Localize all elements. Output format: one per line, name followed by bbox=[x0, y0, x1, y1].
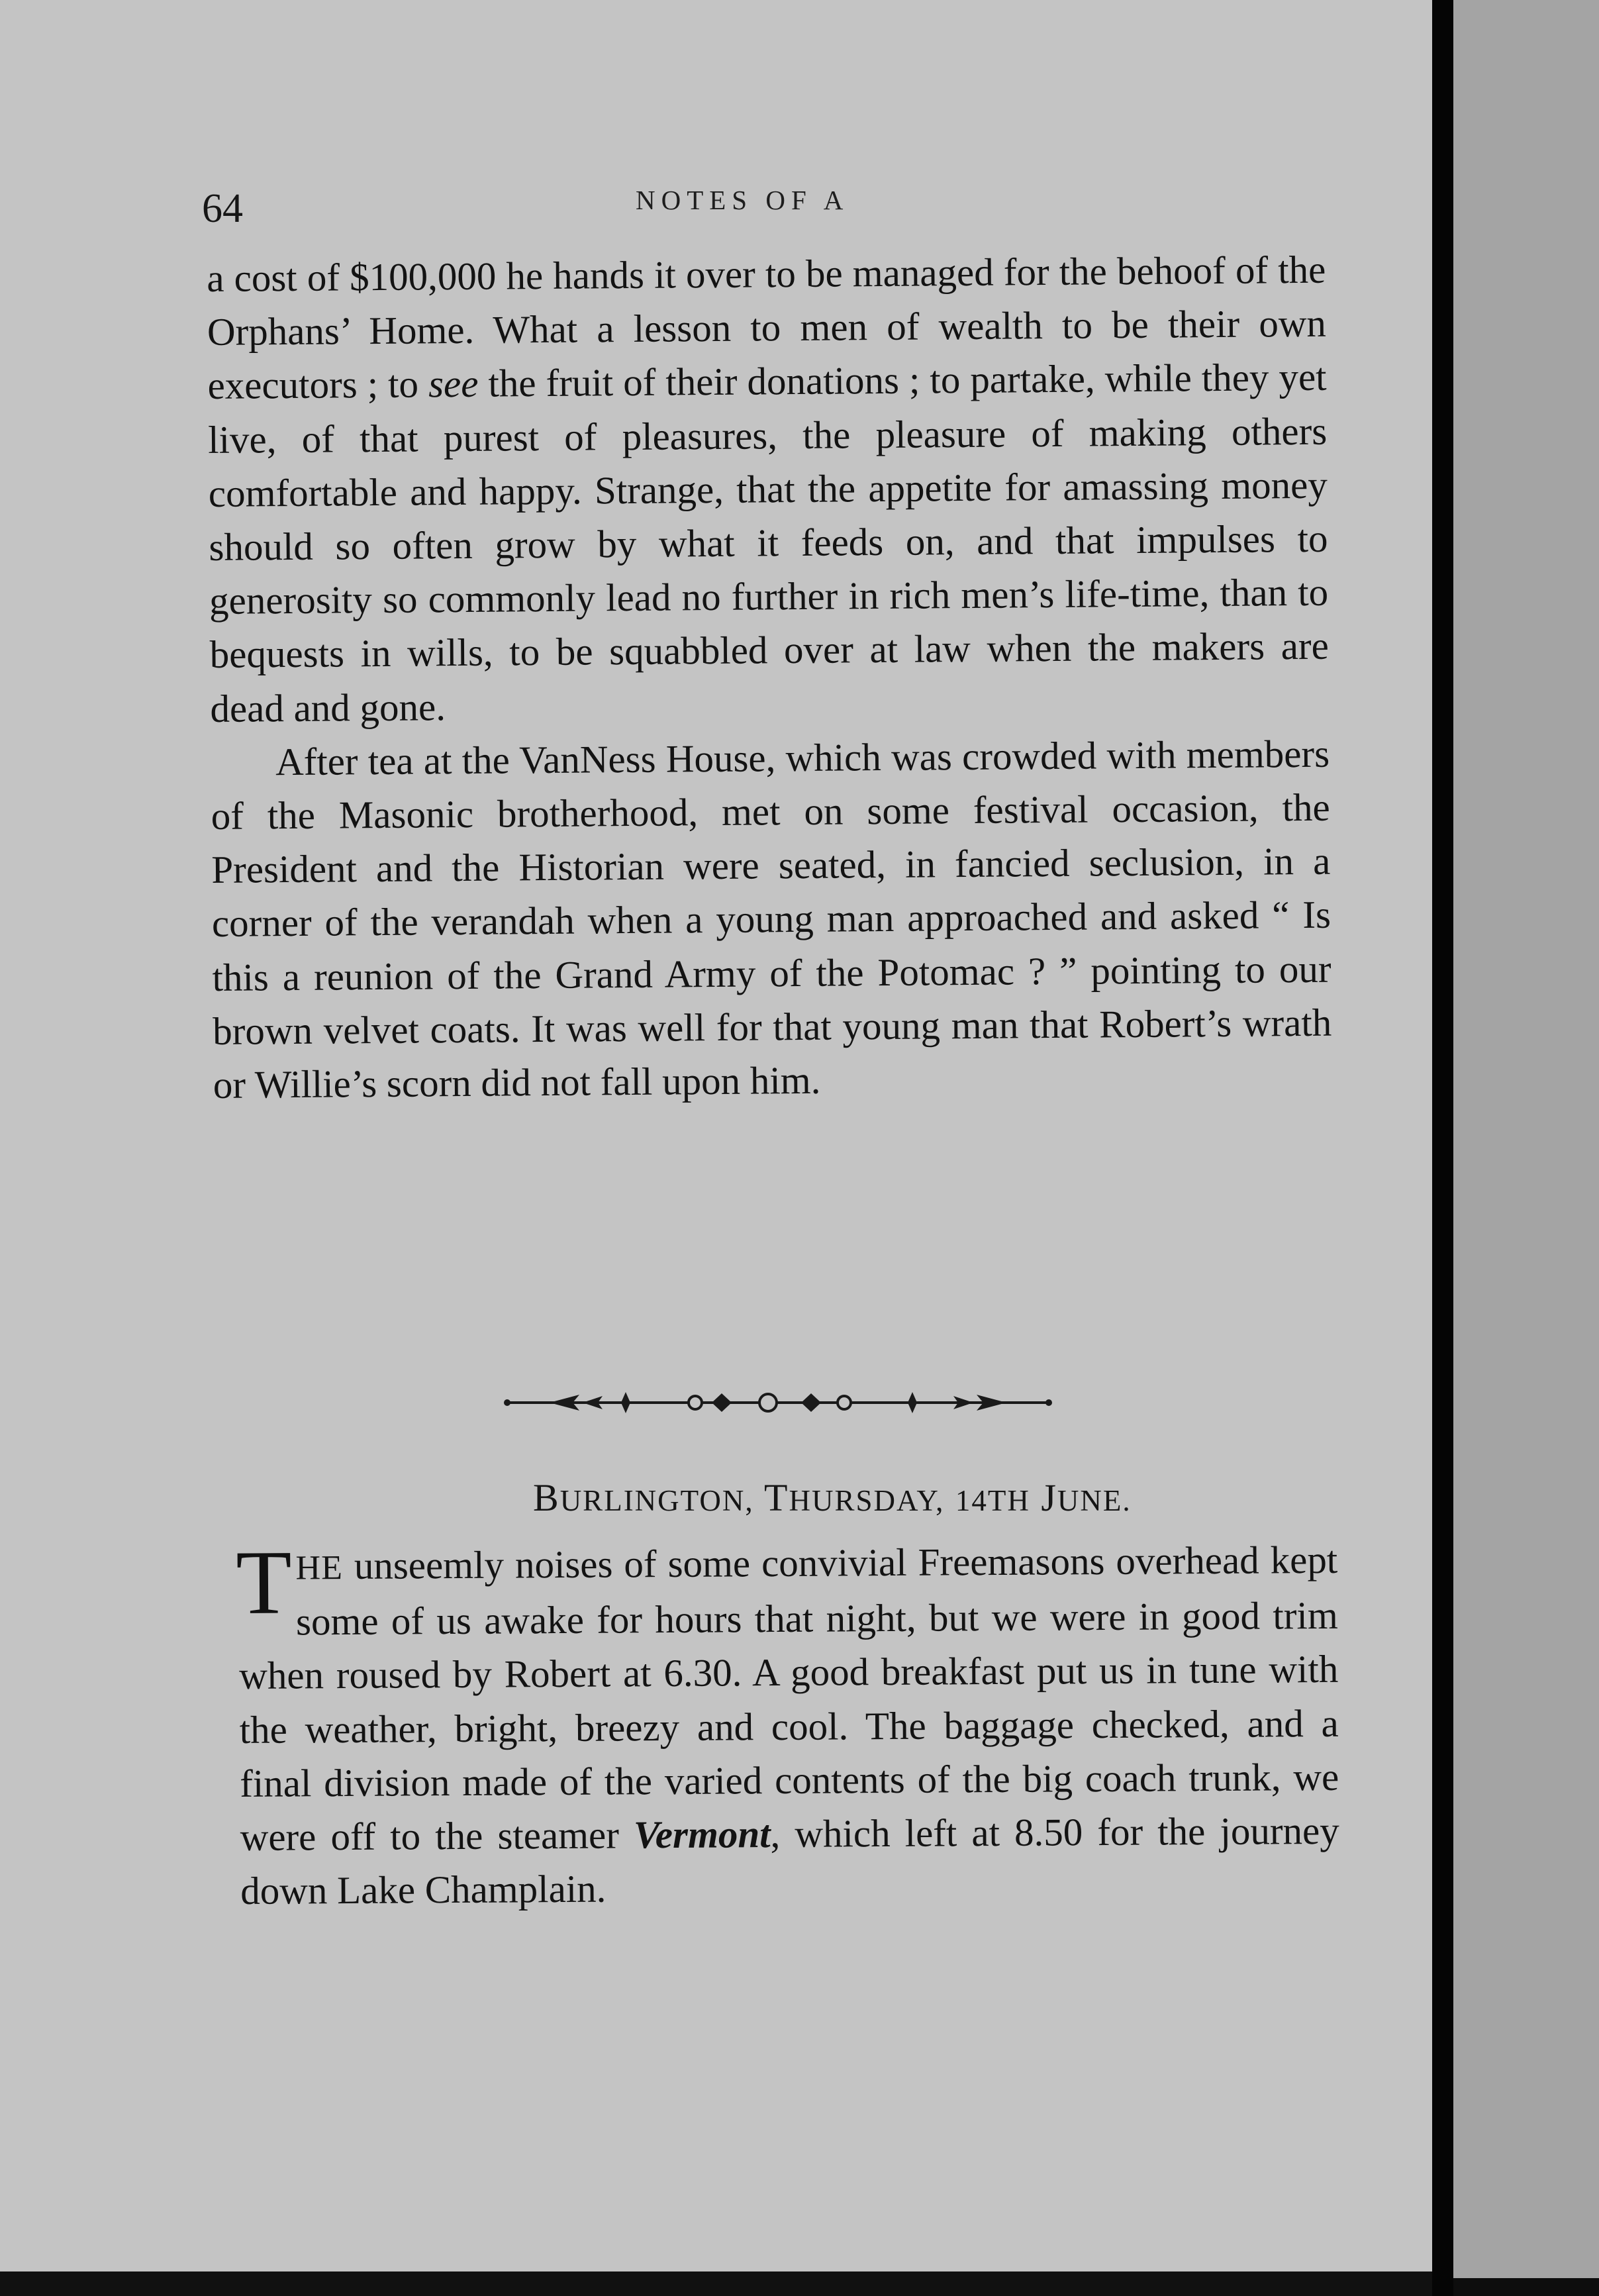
facing-page-edge bbox=[1453, 0, 1599, 2278]
emphasis-vermont: Vermont bbox=[633, 1812, 771, 1857]
page-number: 64 bbox=[202, 186, 243, 231]
paragraph-2: After tea at the VanNess House, which was crowded with members of the Masonic brotherhood, met on some festival occasion, the President and the Historian were seated, in fancied seclusion, in a corner of the verandah when a young man approached and asked “ Is this a reunion of the Grand Army of the Potomac ? ” pointing to our brown velvet coats. It was well for that young man that Robert’s wrath or Willie’s scorn did not fall upon him. bbox=[211, 731, 1332, 1107]
ornamental-rule bbox=[503, 1376, 1053, 1429]
page-gutter bbox=[1432, 0, 1453, 2296]
drop-cap: T bbox=[235, 1531, 293, 1634]
body-text bbox=[207, 243, 1332, 1112]
paragraph-1: a cost of $100,000 he hands it over to be managed for the behoof of the Orphans’ Home. What a lesson to men of wealth to be their own executors ; to see the fruit of their donations ; to partake, while they yet live, of that purest of pleasures, the pleasure of making others comfortable and happy. Strange, that the appetite for amassing money should so often grow by what it feeds on, and that impulses to generosity so commonly lead no further in rich men’s life-time, than to bequests in wills, to be squabbled over at law when the makers are dead and gone. bbox=[207, 247, 1329, 730]
section-2-text bbox=[235, 1531, 1339, 1919]
bottom-edge bbox=[0, 2271, 1432, 2296]
paragraph-3: THE unseemly noises of some convivial Freemasons overhead kept some of us awake for hours that night, but we were in good trim when roused by Robert at 6.30. A good breakfast put us in tune with the weather, bright, breezy and cool. The baggage checked, and a final division made of the varied contents of the big coach trunk, we were off to the steamer Vermont, which left at 8.50 for the journey down Lake Champlain. bbox=[235, 1531, 1339, 1913]
dateline: BURLINGTON, THURSDAY, 14TH JUNE. bbox=[533, 1476, 1132, 1519]
emphasis-see: see bbox=[428, 362, 479, 406]
running-head: NOTES OF A bbox=[636, 185, 849, 215]
